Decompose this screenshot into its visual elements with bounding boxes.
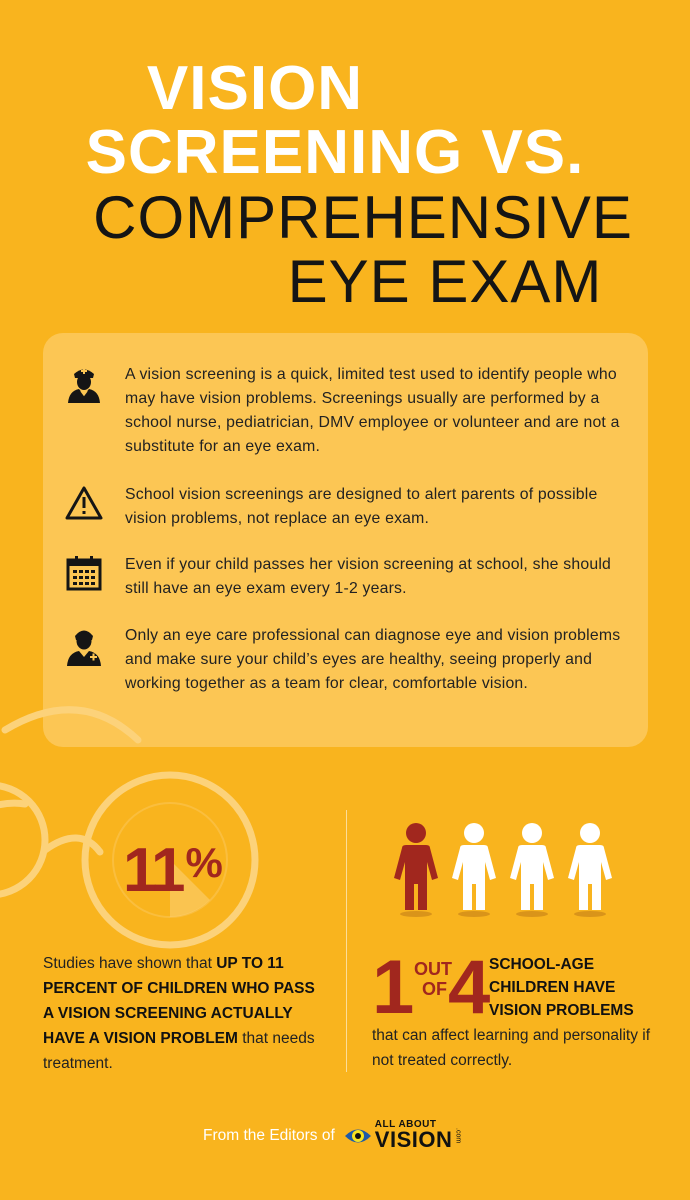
- logo-line-2: VISION: [374, 1127, 453, 1152]
- all-about-vision-logo[interactable]: [343, 1120, 462, 1151]
- right-stat-headline: SCHOOL-AGE CHILDREN HAVE VISION PROBLEMS: [489, 956, 634, 1019]
- children-illustration: [392, 822, 622, 922]
- doctor-icon: [43, 624, 125, 696]
- percent-stat: [123, 835, 223, 906]
- warning-icon: [43, 483, 125, 531]
- child-figure-highlighted: [394, 823, 438, 917]
- info-item-text: Only an eye care professional can diagnose eye and vision problems and make sure your child’s eyes are healthy, seeing properly and working together as a team for clear, comfortable vision.: [125, 627, 621, 692]
- child-figure: [568, 823, 612, 917]
- glasses-illustration: [0, 700, 346, 960]
- fraction-of-label: OF: [422, 979, 447, 999]
- info-item-text: Even if your child passes her vision screening at school, she should still have an eye exam every 1-2 years.: [125, 556, 612, 597]
- eye-logo-icon: [343, 1121, 373, 1151]
- left-stat-bold: UP TO 11 PERCENT OF CHILDREN WHO PASS A VISION SCREENING ACTUALLY HAVE A VISION PROBLEM: [43, 955, 315, 1047]
- percent-sign: %: [185, 839, 223, 886]
- info-item: [43, 483, 628, 531]
- info-item-text: School vision screenings are designed to alert parents of possible vision problems, not replace an eye exam.: [125, 486, 598, 527]
- page-title: [0, 54, 690, 315]
- fraction-numerator: 1: [372, 945, 415, 1030]
- info-panel: [43, 333, 648, 747]
- section-divider: [346, 810, 347, 1072]
- info-item: [43, 553, 628, 601]
- left-stat-intro: Studies have shown that: [43, 955, 217, 972]
- calendar-icon: [43, 553, 125, 601]
- footer: [203, 1120, 461, 1151]
- title-line-2: SCREENING VS.: [85, 118, 585, 187]
- fraction-denominator: 4: [448, 945, 491, 1030]
- info-item-text: A vision screening is a quick, limited test used to identify people who may have vision problems. Screenings usually are performed by a school nurse, pediatrician, DMV employee or volunteer and are not a substitute for an eye exam.: [125, 366, 620, 455]
- left-stat-outro: that needs treatment.: [43, 1030, 315, 1072]
- title-line-3: COMPREHENSIVE: [93, 184, 633, 251]
- logo-suffix: .com: [454, 1127, 462, 1144]
- percent-value: 11: [123, 836, 183, 905]
- right-stat-body: that can affect learning and personality if not treated correctly.: [372, 1027, 651, 1069]
- child-figure: [510, 823, 554, 917]
- one-out-of-four: [372, 945, 492, 1030]
- info-item: [43, 363, 628, 459]
- footer-credit: From the Editors of: [203, 1126, 335, 1144]
- info-item: [43, 624, 628, 696]
- nurse-icon: [43, 363, 125, 459]
- child-figure: [452, 823, 496, 917]
- logo-line-1: ALL ABOUT: [374, 1119, 437, 1130]
- title-line-1: VISION: [146, 54, 364, 123]
- left-stat-text: [43, 951, 328, 1076]
- fraction-out-label: OUT: [414, 959, 452, 979]
- title-line-4: EYE EXAM: [287, 248, 603, 315]
